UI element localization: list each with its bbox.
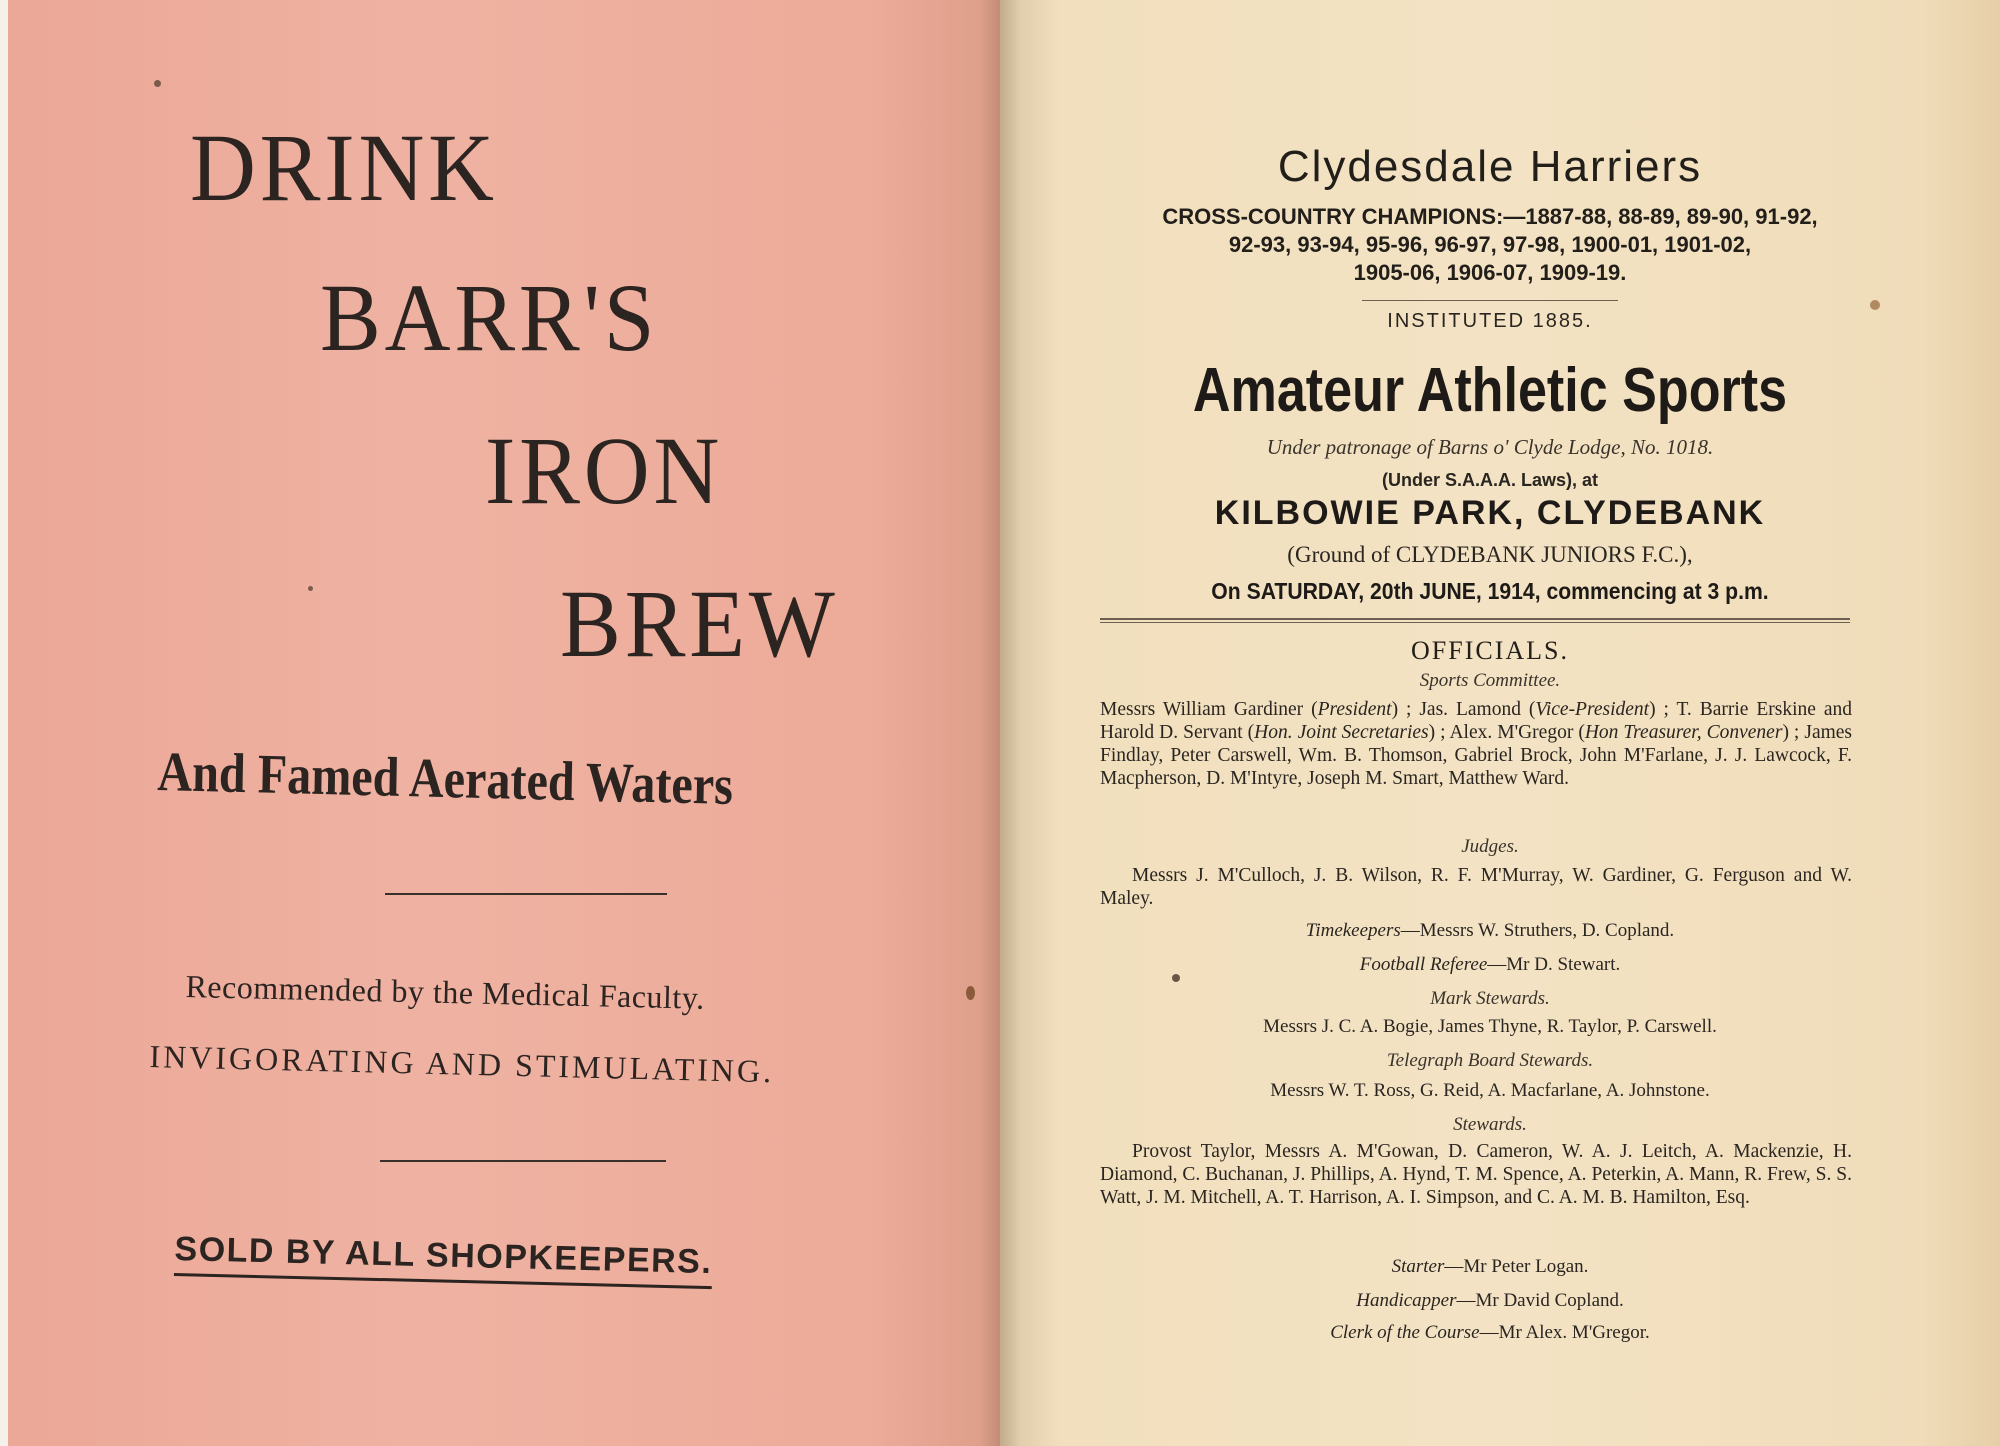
venue: KILBOWIE PARK, CLYDEBANK bbox=[1214, 494, 1766, 532]
instituted-date: INSTITUTED 1885. bbox=[1387, 310, 1593, 332]
judges-list: Messrs J. M'Culloch, J. B. Wilson, R. F. M'Murray, W. Gardiner, G. Ferguson and W. Maley. bbox=[1100, 865, 1852, 909]
champions-line: CROSS-COUNTRY CHAMPIONS:—1887-88, 88-89, 89-90, 91-92, bbox=[1162, 204, 1818, 229]
stewards-list: Provost Taylor, Messrs A. M'Gowan, D. Cameron, W. A. J. Leitch, A. Mackenzie, H. Diamond, C. Buchanan, J. Phillips, A. Hynd, T. M. Spence, A. Peterkin, A. Mann, R. Frew, S. S. Watt, J. M. Mitchell, A. T. Harrison, A. I. Simpson, and C. A. M. B. Hamilton, Esq. bbox=[1100, 1141, 1852, 1208]
committee-list: Messrs William Gardiner (President) ; Jas. Lamond (Vice-President) ; T. Barrie Erskine and Harold D. Servant (Hon. Joint Secretaries) ; Alex. M'Gregor (Hon Treasurer, Convener) ; James Findlay, Peter Carswell, Wm. B. Thomson, Gabriel Brock, John M'Farlane, J. J. Lawcock, F. Macpherson, D. M'Intyre, Joseph M. Smart, Matthew Ward. bbox=[1100, 699, 1853, 789]
stewards-heading: Stewards. bbox=[1453, 1114, 1527, 1135]
referee-line: Football Referee—Mr D. Stewart. bbox=[1359, 954, 1621, 975]
ad-tagline: INVIGORATING AND STIMULATING. bbox=[149, 1038, 775, 1090]
ground-line: (Ground of CLYDEBANK JUNIORS F.C.), bbox=[1287, 542, 1693, 567]
advertisement-page bbox=[8, 0, 1020, 1446]
club-name: Clydesdale Harriers bbox=[1277, 142, 1703, 191]
patronage-line: Under patronage of Barns o' Clyde Lodge, No. 1018. bbox=[1266, 435, 1714, 459]
mark-stewards-list: Messrs J. C. A. Bogie, James Thyne, R. Taylor, P. Carswell. bbox=[1263, 1016, 1717, 1037]
ad-divider bbox=[380, 1160, 666, 1162]
telegraph-heading: Telegraph Board Stewards. bbox=[1386, 1050, 1594, 1071]
ad-word-drink: DRINK bbox=[190, 114, 498, 221]
starter-line: Starter—Mr Peter Logan. bbox=[1391, 1256, 1589, 1277]
laws-line: (Under S.A.A.A. Laws), at bbox=[1381, 470, 1599, 490]
paper-speck bbox=[154, 80, 161, 87]
mark-stewards-heading: Mark Stewards. bbox=[1430, 988, 1550, 1009]
ad-recommendation: Recommended by the Medical Faculty. bbox=[185, 968, 706, 1016]
champions-line: 1905-06, 1906-07, 1909-19. bbox=[1353, 260, 1627, 285]
divider bbox=[1362, 300, 1618, 301]
paper-stain bbox=[966, 986, 975, 1000]
paper-speck bbox=[308, 586, 313, 591]
clerk-line: Clerk of the Course—Mr Alex. M'Gregor. bbox=[1330, 1322, 1650, 1343]
champions-line: 92-93, 93-94, 95-96, 96-97, 97-98, 1900-01, 1901-02, bbox=[1228, 232, 1752, 257]
sports-committee-heading: Sports Committee. bbox=[1419, 670, 1561, 691]
ad-subheading: And Famed Aerated Waters bbox=[156, 740, 734, 818]
timekeepers-line: Timekeepers—Messrs W. Struthers, D. Copland. bbox=[1305, 920, 1675, 941]
event-title: Amateur Athletic Sports bbox=[1192, 356, 1788, 425]
ad-divider bbox=[385, 893, 667, 895]
ad-word-iron: IRON bbox=[485, 417, 724, 524]
divider bbox=[1100, 618, 1850, 620]
ad-sold-line: SOLD BY ALL SHOPKEEPERS. bbox=[174, 1230, 713, 1289]
ad-word-barrs: BARR'S bbox=[320, 264, 659, 371]
paper-stain bbox=[1870, 300, 1880, 310]
divider bbox=[1100, 622, 1850, 623]
page-fold bbox=[980, 0, 1020, 1446]
telegraph-list: Messrs W. T. Ross, G. Reid, A. Macfarlane, A. Johnstone. bbox=[1270, 1080, 1710, 1101]
judges-heading: Judges. bbox=[1461, 836, 1519, 857]
handicapper-line: Handicapper—Mr David Copland. bbox=[1356, 1290, 1624, 1311]
ad-word-brew: BREW bbox=[560, 570, 839, 677]
date-line: On SATURDAY, 20th JUNE, 1914, commencing at 3 p.m. bbox=[1211, 578, 1769, 604]
officials-heading: OFFICIALS. bbox=[1411, 636, 1569, 665]
